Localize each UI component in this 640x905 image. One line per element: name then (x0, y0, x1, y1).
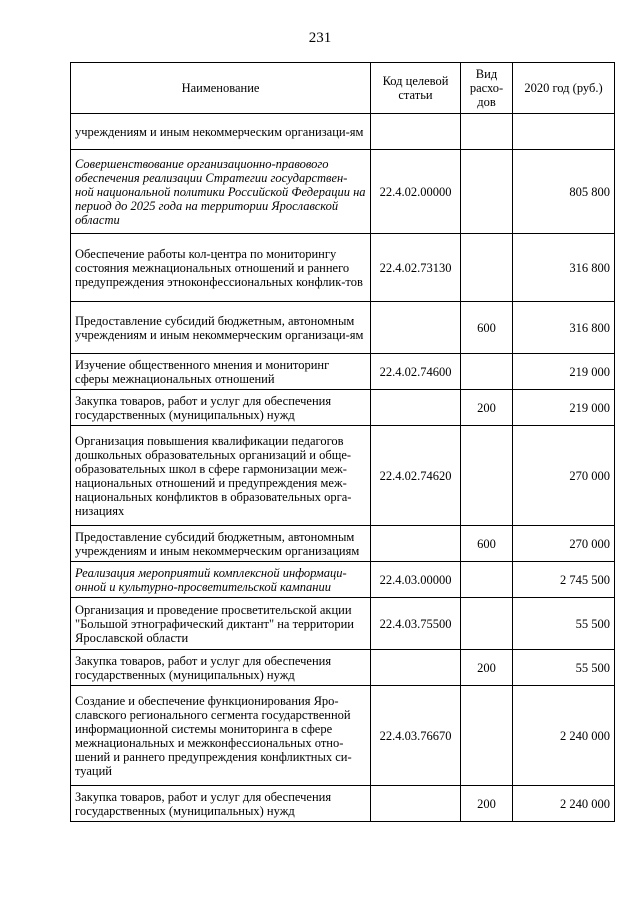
row-code (371, 390, 461, 426)
budget-table (70, 62, 615, 822)
table-row (71, 114, 615, 150)
row-kind: 200 (461, 650, 513, 686)
row-sum: 219 000 (513, 354, 615, 390)
row-name: Организация повышения квалификации педагогов дошкольных образовательных организаций и обще-образовательных школ в сфере гармонизации меж-национальных отношений и предупреждения меж-национальных конфликтов в образовательных орга-низациях (71, 426, 371, 526)
table-row (71, 598, 615, 650)
row-sum: 2 240 000 (513, 686, 615, 786)
row-code: 22.4.02.74600 (371, 354, 461, 390)
row-name: Изучение общественного мнения и мониторинг сферы межнациональных отношений (71, 354, 371, 390)
row-name: Предоставление субсидий бюджетным, автономным учреждениям и иным некоммерческим организациям (71, 526, 371, 562)
table-row (71, 650, 615, 686)
row-code: 22.4.03.76670 (371, 686, 461, 786)
row-kind (461, 598, 513, 650)
table-row (71, 686, 615, 786)
row-name: Реализация мероприятий комплексной информаци-онной и культурно-просветительской кампании (71, 562, 371, 598)
row-name: Организация и проведение просветительской акции "Большой этнографический диктант" на территории Ярославской области (71, 598, 371, 650)
row-sum: 805 800 (513, 150, 615, 234)
header-code: Код целевой статьи (371, 63, 461, 114)
row-sum: 316 800 (513, 234, 615, 302)
row-kind: 600 (461, 302, 513, 354)
row-code (371, 786, 461, 822)
row-kind: 600 (461, 526, 513, 562)
table-row (71, 786, 615, 822)
row-sum: 55 500 (513, 650, 615, 686)
row-kind: 200 (461, 390, 513, 426)
table-row (71, 354, 615, 390)
row-kind (461, 354, 513, 390)
row-code: 22.4.03.75500 (371, 598, 461, 650)
row-kind (461, 234, 513, 302)
row-code: 22.4.02.00000 (371, 150, 461, 234)
row-code: 22.4.02.73130 (371, 234, 461, 302)
page-number: 231 (308, 30, 332, 46)
table-row (71, 526, 615, 562)
header-name: Наименование (71, 63, 371, 114)
row-kind (461, 150, 513, 234)
row-sum: 2 240 000 (513, 786, 615, 822)
row-kind (461, 562, 513, 598)
row-name: Совершенствование организационно-правового обеспечения реализации Стратегии государствен-ной национальной политики Российской Федерации на период до 2025 года на территории Ярославской области (71, 150, 371, 234)
row-code (371, 302, 461, 354)
row-code (371, 526, 461, 562)
row-sum (513, 114, 615, 150)
row-sum: 2 745 500 (513, 562, 615, 598)
row-kind (461, 426, 513, 526)
row-name: Предоставление субсидий бюджетным, автономным учреждениям и иным некоммерческим организаци-ям (71, 302, 371, 354)
table-row (71, 302, 615, 354)
header-row (71, 63, 615, 114)
row-code: 22.4.03.00000 (371, 562, 461, 598)
row-sum: 219 000 (513, 390, 615, 426)
table-row (71, 390, 615, 426)
row-sum: 270 000 (513, 526, 615, 562)
row-code (371, 650, 461, 686)
row-name: Закупка товаров, работ и услуг для обеспечения государственных (муниципальных) нужд (71, 390, 371, 426)
row-sum: 55 500 (513, 598, 615, 650)
row-code: 22.4.02.74620 (371, 426, 461, 526)
table-row (71, 562, 615, 598)
row-code (371, 114, 461, 150)
row-name: Обеспечение работы кол-центра по мониторингу состояния межнациональных отношений и раннего предупреждения этноконфессиональных конфлик-тов (71, 234, 371, 302)
header-sum: 2020 год (руб.) (513, 63, 615, 114)
row-kind (461, 114, 513, 150)
row-sum: 270 000 (513, 426, 615, 526)
header-kind: Вид расхо-дов (461, 63, 513, 114)
table-header (71, 63, 615, 114)
row-name: Закупка товаров, работ и услуг для обеспечения государственных (муниципальных) нужд (71, 650, 371, 686)
row-kind (461, 686, 513, 786)
table-row (71, 426, 615, 526)
row-name: Закупка товаров, работ и услуг для обеспечения государственных (муниципальных) нужд (71, 786, 371, 822)
row-kind: 200 (461, 786, 513, 822)
table-row (71, 234, 615, 302)
table-body (71, 114, 615, 822)
table-row (71, 150, 615, 234)
row-name: Создание и обеспечение функционирования Яро-славского регионального сегмента государственной информационной системы мониторинга в сфере межнациональных и межконфессиональных отно-шений и раннего предупреждения конфликтных си-туаций (71, 686, 371, 786)
row-sum: 316 800 (513, 302, 615, 354)
row-name: учреждениям и иным некоммерческим организаци-ям (71, 114, 371, 150)
